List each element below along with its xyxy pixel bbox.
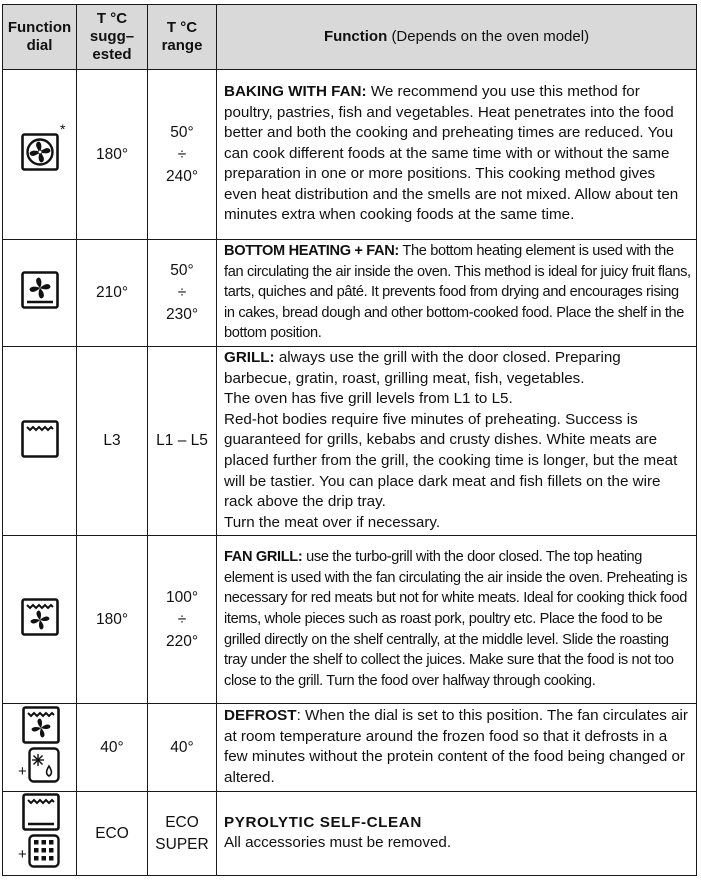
function-description — [217, 704, 697, 792]
function-title: FAN GRILL: — [224, 549, 303, 566]
table-row — [3, 536, 697, 704]
suggested-temp: ECO — [77, 792, 148, 876]
temp-range: L1 – L5 — [148, 346, 217, 535]
suggested-temp: 40° — [77, 704, 148, 792]
icon-plus-sign: + — [17, 846, 27, 864]
range-line: SUPER — [155, 835, 209, 853]
grill-icon — [21, 420, 59, 463]
function-title: BAKING WITH FAN: — [224, 82, 367, 100]
range-to: 230° — [165, 305, 199, 323]
function-text: The bottom heating element is used with the fan circulating the air inside the oven. This method is ideal for juicy fruit flans, tarts, quiches and pâté. It prevents food from drying and encourages rising in cakes, bread dough and other bottom-cooked food. Place the shelf in the bottom position. — [224, 243, 691, 342]
suggested-temp: 180° — [77, 536, 148, 704]
temp-range: 40° — [148, 704, 217, 792]
temp-range — [148, 792, 217, 876]
temp-range — [148, 240, 217, 347]
range-from: 50° — [170, 261, 194, 279]
icon-star-mark: * — [60, 121, 66, 137]
function-text: : When the dial is set to this position. The fan circulates air at room temperature around the frozen food so that it defrosts in a few minutes without the protein content of the food being changed or altered. — [224, 707, 688, 786]
range-line: ECO — [165, 813, 199, 831]
function-title: GRILL: — [224, 348, 275, 366]
range-to: 220° — [165, 632, 199, 650]
icon-plus-sign: + — [17, 763, 27, 781]
function-description — [217, 70, 697, 240]
dial-cell — [3, 792, 77, 876]
header-function-dial: Function dial — [3, 5, 77, 70]
table-header-row — [3, 5, 697, 70]
function-text: always use the grill with the door closed. Preparing barbecue, gratin, roast, grilling meat, fish, vegetables. — [224, 348, 621, 387]
fan-grill-icon — [21, 598, 59, 641]
range-to: 240° — [165, 167, 199, 185]
range-separator: ÷ — [177, 145, 187, 163]
range-separator: ÷ — [177, 283, 187, 301]
pyrolytic-clean-icon — [18, 793, 62, 874]
function-title: BOTTOM HEATING + FAN: — [224, 243, 399, 259]
dial-cell — [3, 240, 77, 347]
header-temp-range: T °C range — [148, 5, 217, 70]
fan-with-ring-element-icon — [21, 121, 66, 176]
fan-defrost-icon — [18, 706, 62, 789]
function-title: DEFROST — [224, 707, 297, 725]
function-description — [217, 536, 697, 704]
fan-bottom-heat-icon — [21, 271, 59, 314]
header-function-note: (Depends on the oven model) — [391, 28, 590, 45]
oven-functions-table — [2, 4, 697, 876]
table-row — [3, 70, 697, 240]
desc-line: Red-hot bodies require five minutes of preheating. Success is guaranteed for grills, kebabs and crusty dishes. White meats are placed further from the grill, the cooking time is longer, but the meat will be tastier. You can place dark meat and fish fillets on the wire rack above the drip tray. — [224, 410, 678, 511]
header-function-title: Function — [323, 28, 388, 45]
table-row — [3, 704, 697, 792]
suggested-temp: 210° — [77, 240, 148, 347]
dial-cell — [3, 346, 77, 535]
header-function — [217, 5, 697, 70]
desc-line: The oven has five grill levels from L1 to L5. — [224, 390, 513, 408]
dial-cell — [3, 536, 77, 704]
function-description — [217, 346, 697, 535]
range-from: 50° — [170, 123, 194, 141]
function-description — [217, 792, 697, 876]
suggested-temp: 180° — [77, 70, 148, 240]
range-separator: ÷ — [177, 610, 187, 628]
dial-cell — [3, 70, 77, 240]
desc-line: Turn the meat over if necessary. — [224, 513, 441, 531]
temp-range — [148, 70, 217, 240]
suggested-temp: L3 — [77, 346, 148, 535]
temp-range — [148, 536, 217, 704]
table-row — [3, 346, 697, 535]
function-description — [217, 240, 697, 347]
table-row — [3, 792, 697, 876]
function-title — [224, 813, 692, 834]
range-from: 100° — [165, 588, 199, 606]
desc-line — [224, 348, 692, 389]
function-title-text: PYROLYTIC SELF-CLEAN — [224, 813, 422, 831]
function-text: All accessories must be removed. — [224, 834, 452, 852]
function-text: We recommend you use this method for poultry, pastries, fish and vegetables. Heat penetrates into the food better and both the cooking and preheating times are reduced. You can cook different foods at the same time with or without the same preparation in one or more positions. This cooking method gives even heat distribution and the smells are not mixed. Allow about ten minutes extra when cooking foods at the same time. — [224, 82, 679, 224]
dial-cell — [3, 704, 77, 792]
header-temp-suggested: T °C sugg– ested — [77, 5, 148, 70]
table-row — [3, 240, 697, 347]
function-text: use the turbo-grill with the door closed. The top heating element is used with the fan circulating the air inside the oven. Preheating is necessary for red meats but not for white meats. Ideal for cooking thick food items, whole pieces such as roast pork, poultry etc. Place the food to be grilled directly on the shelf centrally, at the middle level. Slide the roasting tray under the shelf to collect the juices. Make sure that the food is not too close to the grill. Turn the food over halfway through cooking. — [224, 549, 688, 689]
